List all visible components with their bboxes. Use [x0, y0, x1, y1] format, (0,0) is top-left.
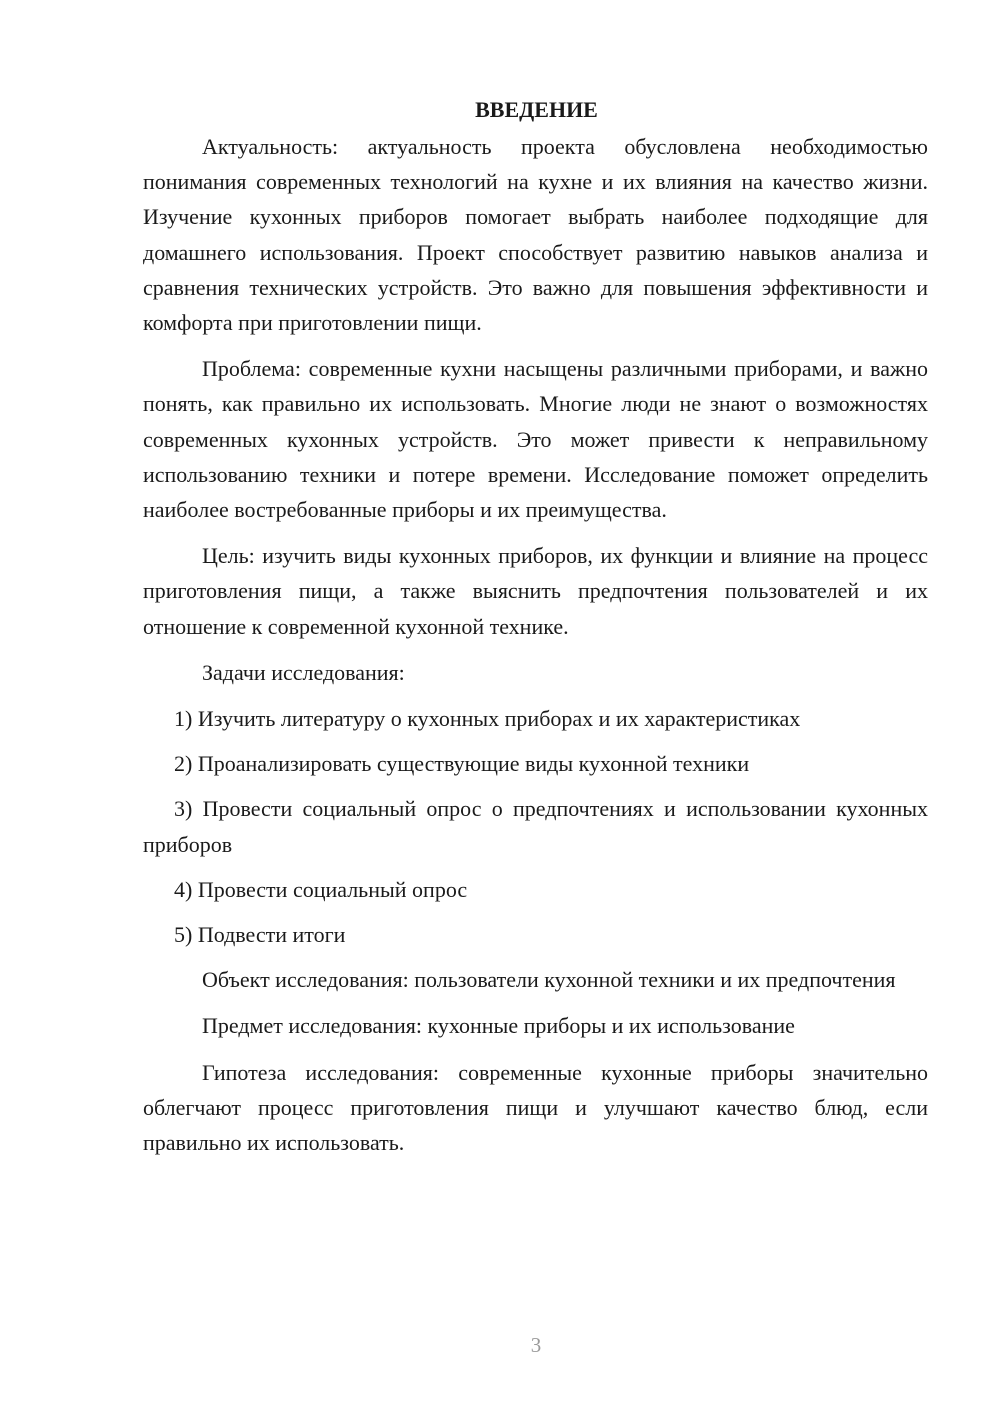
task-item: 4) Провести социальный опрос: [174, 876, 468, 902]
page-number: 3: [530, 1333, 542, 1357]
task-item: 3) Провести социальный опрос о предпочтениях и использовании кухонных приборов: [143, 796, 928, 857]
task-item: 1) Изучить литературу о кухонных приборах и их характеристиках: [174, 706, 801, 732]
paragraph-hypothesis: Гипотеза исследования: современные кухонные приборы значительно облегчают процесс приготовления пищи и улучшают качество блюд, если правильно их использовать.: [143, 1059, 928, 1156]
tasks-heading: Задачи исследования:: [202, 659, 405, 685]
task-item: 5) Подвести итоги: [174, 922, 346, 948]
section-title: ВВЕДЕНИЕ: [475, 97, 598, 122]
paragraph-object: Объект исследования: пользователи кухонной техники и их предпочтения: [202, 967, 896, 993]
task-item: 2) Проанализировать существующие виды кухонной техники: [174, 751, 750, 777]
paragraph-subject: Предмет исследования: кухонные приборы и их использование: [202, 1013, 795, 1039]
document-page: [143, 92, 928, 1171]
paragraph-relevance: Актуальность: актуальность проекта обусловлена необходимостью понимания современных технологий на кухне и их влияния на качество жизни. Изучение кухонных приборов помогает выбрать наиболее подходящие для домашнего использования. Проект способствует развитию навыков анализа и сравнения технических устройств. Это важно для повышения эффективности и комфорта при приготовлении пищи.: [143, 134, 928, 336]
paragraph-problem: Проблема: современные кухни насыщены различными приборами, и важно понять, как правильно их использовать. Многие люди не знают о возможностях современных кухонных устройств. Это может привести к неправильному использованию техники и потере времени. Исследование поможет определить наиболее востребованные приборы и их преимущества.: [143, 356, 928, 523]
paragraph-goal: Цель: изучить виды кухонных приборов, их функции и влияние на процесс приготовления пищи, а также выяснить предпочтения пользователей и их отношение к современной кухонной технике.: [143, 543, 928, 639]
